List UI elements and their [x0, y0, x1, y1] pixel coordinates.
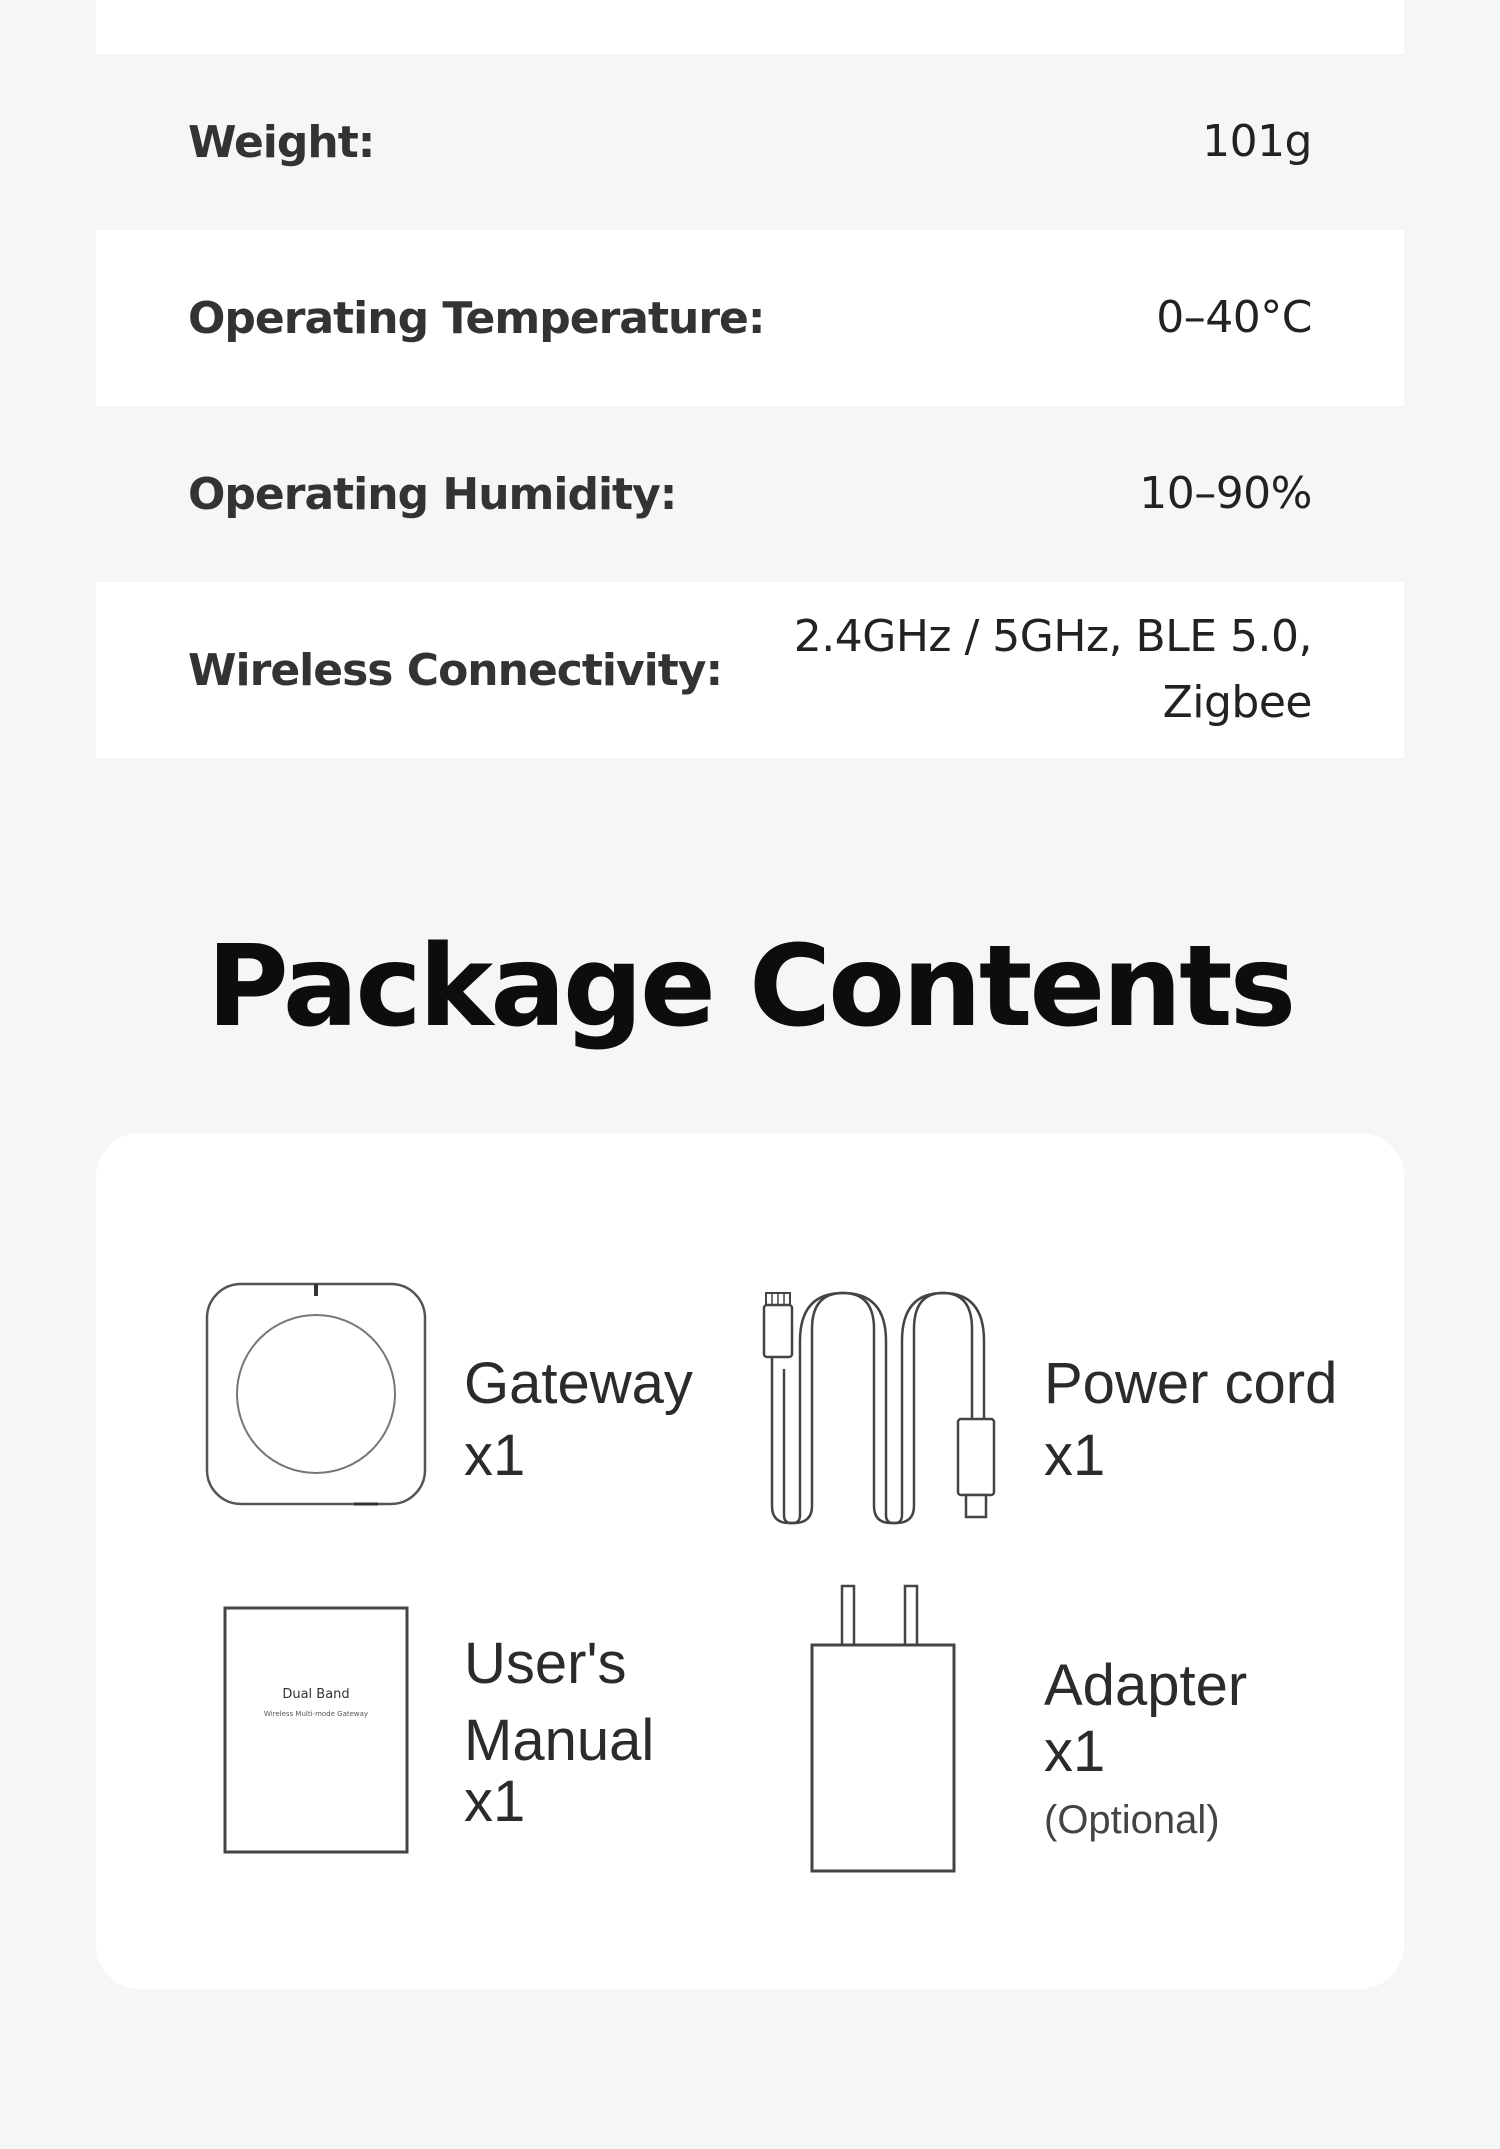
- adapter-icon: [808, 1583, 958, 1875]
- spec-value: 101g: [1202, 116, 1312, 167]
- power-cord-icon: [762, 1291, 1002, 1531]
- spec-value-line: 2.4GHz / 5GHz, BLE 5.0,: [793, 611, 1312, 662]
- package-item-gateway: [464, 1348, 693, 1492]
- gateway-icon: [204, 1281, 428, 1513]
- item-quantity: x1: [464, 1769, 526, 1834]
- package-item-manual: [464, 1623, 655, 1834]
- item-name: Gateway: [464, 1351, 693, 1416]
- spec-value-line: Zigbee: [1162, 677, 1312, 728]
- item-name: Adapter: [1044, 1653, 1248, 1718]
- package-contents-card: [96, 1133, 1404, 1989]
- item-name-line: Manual: [464, 1708, 655, 1773]
- package-item-power-cord: [1044, 1348, 1337, 1492]
- item-quantity: x1: [1044, 1719, 1106, 1784]
- spec-value: 0–40°C: [1156, 292, 1312, 343]
- spec-table-top-row: [96, 0, 1404, 54]
- spec-label: Operating Humidity:: [188, 468, 677, 520]
- manual-cover-title: Dual Band: [282, 1687, 350, 1702]
- section-title: Package Contents: [206, 922, 1294, 1052]
- item-name: Power cord: [1044, 1351, 1338, 1416]
- spec-row-temperature: [96, 230, 1404, 406]
- package-item-adapter: [1044, 1653, 1247, 1855]
- manual-cover-subtitle: Wireless Multi-mode Gateway: [263, 1710, 369, 1718]
- spec-label: Wireless Connectivity:: [188, 644, 723, 696]
- item-note: (Optional): [1044, 1798, 1220, 1842]
- item-quantity: x1: [1044, 1423, 1106, 1488]
- spec-label: Weight:: [188, 116, 375, 168]
- item-name-line: User's: [464, 1631, 627, 1696]
- spec-row-humidity: [96, 406, 1404, 582]
- spec-label: Operating Temperature:: [188, 292, 765, 344]
- item-quantity: x1: [464, 1423, 526, 1488]
- spec-row-weight: [96, 54, 1404, 230]
- spec-row-wireless: [96, 582, 1404, 758]
- spec-value: 10–90%: [1139, 468, 1312, 519]
- spec-value: [794, 604, 1312, 736]
- manual-icon: [222, 1605, 412, 1857]
